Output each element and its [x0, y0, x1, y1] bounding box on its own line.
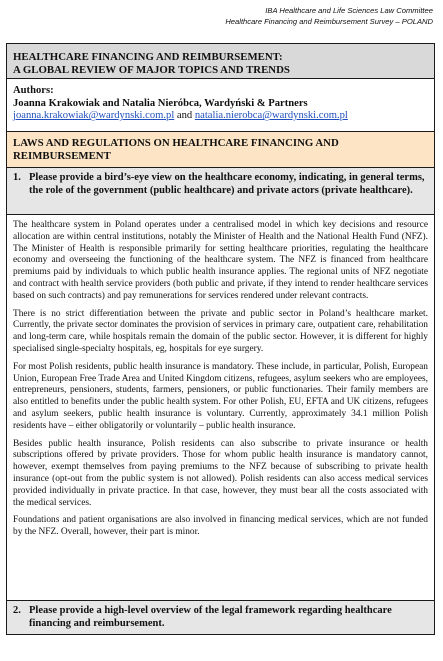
title-row	[7, 44, 434, 79]
running-header	[225, 6, 433, 27]
authors-emails	[13, 110, 428, 123]
answer-1-paragraph: There is no strict differentiation between the private and public sector in Poland’s healthcare market. Currently, the private sector dominates the provision of services in primary care, outpatient care, rehabilitation and long-term care, while hospitals remain the domain of the public sector. However, it is different for highly specialised single-specialty hospitals, eg, hospitals for eye surgery.	[13, 308, 428, 354]
authors-names: Joanna Krakowiak and Natalia Nieróbca, Wardyński & Partners	[13, 97, 308, 109]
email-link-krakowiak[interactable]: joanna.krakowiak@wardynski.com.pl	[13, 110, 175, 122]
answer-1-paragraph: Foundations and patient organisations are also involved in financing medical services, which are not funded by the NFZ. Overall, however, their part is minor.	[13, 515, 428, 538]
header-committee: IBA Healthcare and Life Sciences Law Committee	[265, 6, 433, 15]
authors-label: Authors:	[13, 85, 54, 96]
email-conjunction: and	[174, 110, 195, 122]
answer-1-paragraph: The healthcare system in Poland operates under a centralised model in which key decisions and resource allocation are within central institutions, notably the Minister of Health and the National Health Fund (NFZ). The Minister of Health is responsible primarily for setting healthcare priorities, regulating the healthcare economy and overseeing the functioning of the healthcare system. The NFZ is financed from healthcare premiums paid by individuals to which public health insurance applies. The regional units of NFZ negotiate and contract with health service providers (both public and private, if they intend to render healthcare services based on such contracts) and pay remunerations for services rendered under relevant contracts.	[13, 220, 428, 301]
answer-1-row	[7, 215, 434, 601]
section-title: LAWS AND REGULATIONS ON HEALTHCARE FINANCING AND REIMBURSEMENT	[13, 137, 339, 162]
authors-row	[7, 79, 434, 132]
email-link-nierobca[interactable]: natalia.nierobca@wardynski.com.pl	[194, 110, 348, 122]
question-1-row	[7, 168, 434, 215]
header-survey: Healthcare Financing and Reimbursement Survey – POLAND	[225, 16, 433, 26]
question-2-number: 2.	[13, 605, 21, 616]
survey-table	[6, 43, 435, 635]
answer-1-paragraph: For most Polish residents, public health insurance is mandatory. These include, in particular, Polish, European Union, European Free Trade Area and United Kingdom citizens, refugees, asylum seekers who are employees, entrepreneurs, pensioners, students, farmers, pensioners, or public functionaries. Their family members are also entitled to benefits under the public health system. For other Polish, EU, EFTA and UK citizens, refugees and asylum seekers, public health insurance is voluntary. Currently, approximately 34.1 million Polish residents have – either obligatorily or voluntarily – public health insurance.	[13, 361, 428, 431]
question-1-number: 1.	[13, 172, 21, 183]
document-title-line1: HEALTHCARE FINANCING AND REIMBURSEMENT:	[13, 51, 283, 63]
section-heading-row	[7, 132, 434, 168]
question-1-text: Please provide a bird’s-eye view on the healthcare economy, indicating, in general terms, the role of the government (public healthcare) and private actors (private healthcare).	[29, 172, 425, 196]
document-title-line2: A GLOBAL REVIEW OF MAJOR TOPICS AND TRENDS	[13, 63, 290, 76]
question-2-text: Please provide a high-level overview of the legal framework regarding healthcare financing and reimbursement.	[29, 605, 392, 629]
question-2-row	[7, 601, 434, 634]
answer-1-paragraph: Besides public health insurance, Polish residents can also subscribe to private insurance or health subscriptions offered by private providers. Those for whom public health insurance is mandatory cannot, however, exempt themselves from paying premiums to the NFZ because of subscribing to private health insurance (opt-out from the public system is not allowed). Polish residents can also access medical services provided individually in private practice. In that case, however, they must bear all the costs associated with the medical services.	[13, 438, 428, 508]
